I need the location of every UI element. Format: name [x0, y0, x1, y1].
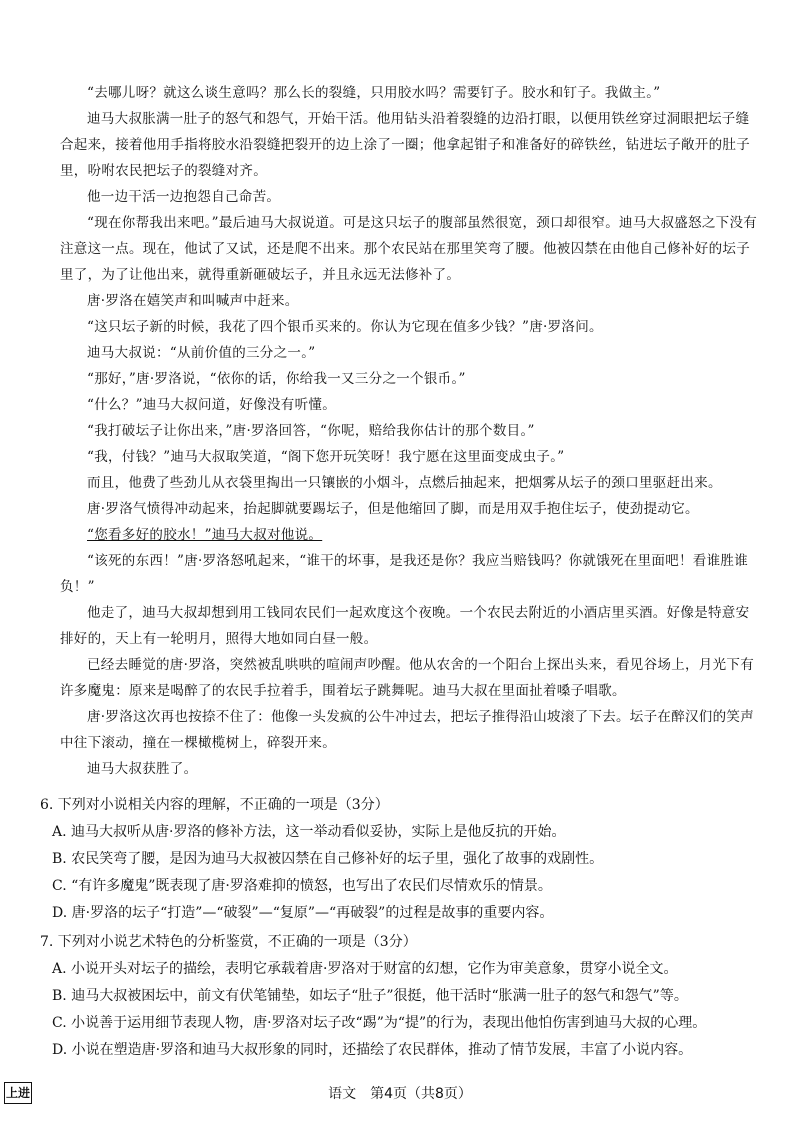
story-paragraph: 已经去睡觉的唐·罗洛，突然被乱哄哄的喧闹声吵醒。他从农舍的一个阳台上探出头来，看见谷场上，月光下有许多魔鬼：原来是喝醉了的农民手拉着手，围着坛子跳舞呢。迪马大叔在里面扯着嗓子唱歌。	[60, 657, 754, 699]
story-paragraph: 他一边干活一边抱怨自己命苦。	[87, 189, 281, 205]
story-paragraph: “去哪儿呀？就这么谈生意吗？那么长的裂缝，只用胶水吗？需要钉子。胶水和钉子。我做主。”	[87, 85, 661, 101]
option-d: D. 小说在塑造唐·罗洛和迪马大叔形象的同时，还描绘了农民群体，推动了情节发展，丰富了小说内容。	[52, 1042, 693, 1058]
option-c: C. 小说善于运用细节表现人物，唐·罗洛对坛子改“踢”为“提”的行为，表现出他怕伤害到迪马大叔的心理。	[52, 1015, 707, 1031]
story-paragraph: 唐·罗洛在嬉笑声和叫喊声中赶来。	[87, 293, 299, 309]
option-b: B. 农民笑弯了腰，是因为迪马大叔被囚禁在自己修补好的坛子里，强化了故事的戏剧性。	[52, 851, 604, 867]
story-paragraph: 他走了，迪马大叔却想到用工钱同农民们一起欢度这个夜晚。一个农民去附近的小酒店里买酒。好像是特意安排好的，天上有一轮明月，照得大地如同白昼一般。	[60, 605, 750, 647]
page-footer: 语文 第4页（共8页）	[328, 1086, 472, 1102]
option-a: A. 小说开头对坛子的描绘，表明它承载着唐·罗洛对于财富的幻想，它作为审美意象，贯穿小说全文。	[52, 961, 678, 977]
story-paragraph: “什么？”迪马大叔问道，好像没有听懂。	[87, 397, 337, 413]
option-b: B. 迪马大叔被困坛中，前文有伏笔铺垫，如坛子“肚子”很挺，他干活时“胀满一肚子的怒气和怨气”等。	[52, 988, 688, 1004]
questions-section	[40, 792, 760, 1064]
story-paragraph: “那好，”唐·罗洛说，“依你的话，你给我一又三分之一个银币。”	[87, 371, 466, 387]
story-paragraph: 唐·罗洛这次再也按捺不住了：他像一头发疯的公牛冲过去，把坛子推得沿山坡滚了下去。坛子在醉汉们的笑声中往下滚动，撞在一棵橄榄树上，碎裂开来。	[60, 709, 754, 751]
story-paragraph: “我，付钱？”迪马大叔取笑道，“阁下您开玩笑呀！我宁愿在这里面变成虫子。”	[87, 449, 565, 465]
question-7	[40, 929, 760, 1064]
story-paragraph: “我打破坛子让你出来，”唐·罗洛回答，“你呢，赔给我你估计的那个数目。”	[87, 423, 535, 439]
option-c: C. “有许多魔鬼”既表现了唐·罗洛难抑的愤怒，也写出了农民们尽情欢乐的情景。	[52, 878, 552, 894]
story-paragraph: “现在你帮我出来吧。”最后迪马大叔说道。可是这只坛子的腹部虽然很宽，颈口却很窄。迪马大叔盛怒之下没有注意这一点。现在，他试了又试，还是爬不出来。那个农民站在那里笑弯了腰。他被囚禁在由他自己修补好的坛子里了，为了让他出来，就得重新砸破坛子，并且永远无法修补了。	[60, 215, 758, 283]
story-paragraph-underlined	[60, 522, 760, 548]
story-paragraph: “该死的东西！”唐·罗洛怒吼起来，“谁干的坏事，是我还是你？我应当赔钱吗？你就饿死在里面吧！看谁胜谁负！”	[60, 553, 748, 595]
story-paragraph: 而且，他费了些劲儿从衣袋里掏出一只镶嵌的小烟斗，点燃后抽起来，把烟雾从坛子的颈口里驱赶出来。	[87, 475, 722, 491]
question-stem: 7. 下列对小说艺术特色的分析鉴赏，不正确的一项是（3分）	[40, 934, 417, 950]
question-stem: 6. 下列对小说相关内容的理解，不正确的一项是（3分）	[40, 797, 389, 813]
story-paragraph: 唐·罗洛气愤得冲动起来，抬起脚就要踢坛子，但是他缩回了脚，而是用双手抱住坛子，使劲提动它。	[87, 501, 699, 517]
story-text	[60, 80, 760, 782]
underlined-quote: “您看多好的胶水！”迪马大叔对他说。	[87, 527, 323, 543]
story-paragraph: 迪马大叔胀满一肚子的怒气和怨气，开始干活。他用钻头沿着裂缝的边沿打眼，以便用铁丝穿过洞眼把坛子缝合起来，接着他用手指将胶水沿裂缝把裂开的边上涂了一圈；他拿起钳子和准备好的碎铁丝，钻进坛子敞开的肚子里，吩咐农民把坛子的裂缝对齐。	[60, 111, 750, 179]
story-paragraph: 迪马大叔说：“从前价值的三分之一。”	[87, 345, 316, 361]
story-paragraph: “这只坛子新的时候，我花了四个银币买来的。你认为它现在值多少钱？”唐·罗洛问。	[87, 319, 603, 335]
publisher-badge: 上进	[4, 1082, 32, 1104]
question-6	[40, 792, 760, 927]
option-d: D. 唐·罗洛的坛子“打造”—“破裂”—“复原”—“再破裂”的过程是故事的重要内容。	[52, 905, 554, 921]
story-paragraph: 迪马大叔获胜了。	[87, 761, 198, 777]
option-a: A. 迪马大叔听从唐·罗洛的修补方法，这一举动看似妥协，实际上是他反抗的开始。	[52, 824, 566, 840]
